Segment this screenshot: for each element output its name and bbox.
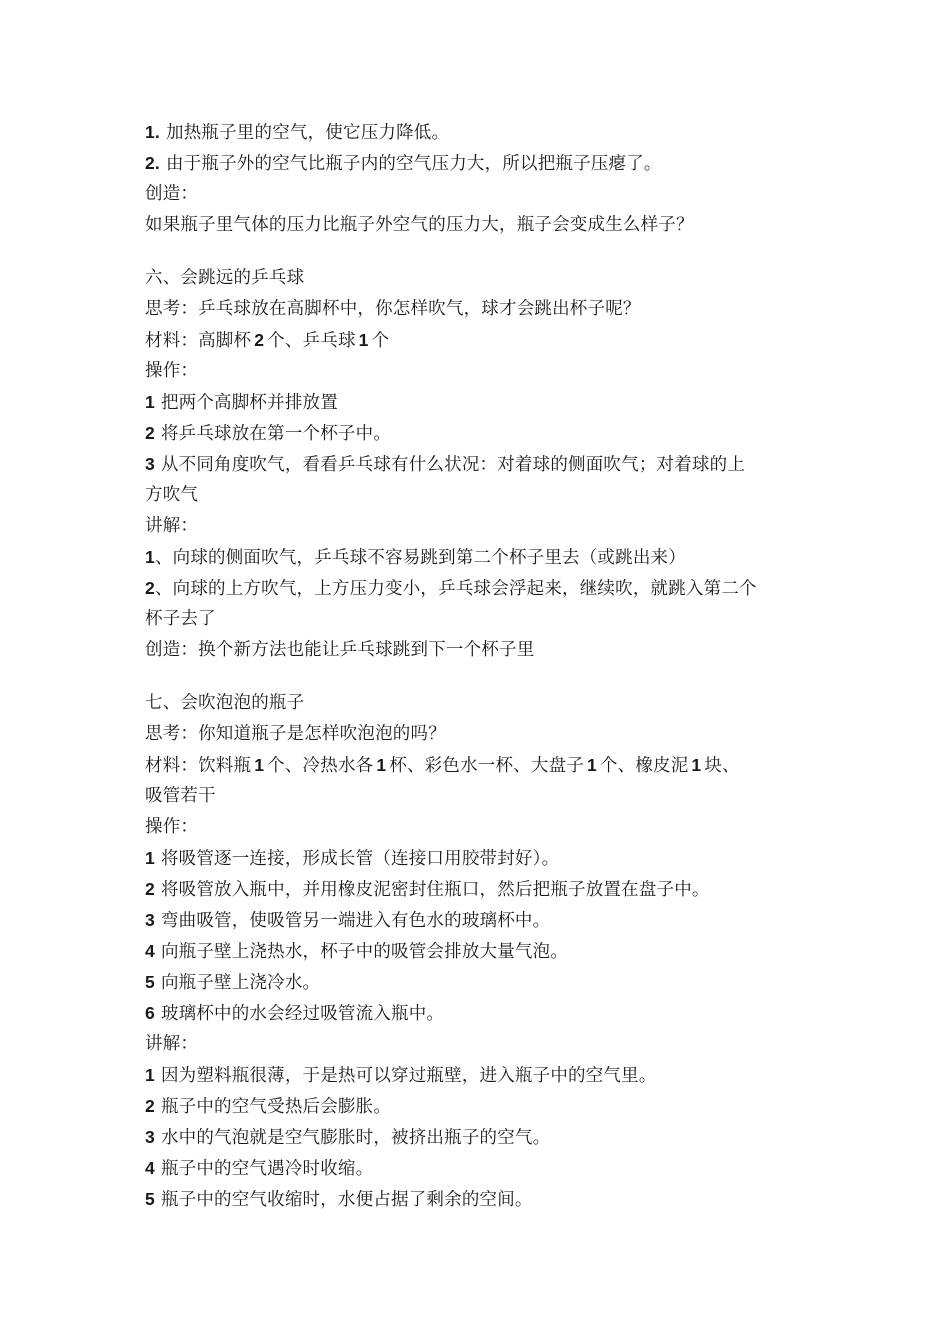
- step-number: 1: [145, 848, 155, 868]
- section-6-op-3: [145, 449, 825, 480]
- materials-text: 个、乒乓球: [267, 331, 356, 351]
- section-6-think: 思考：乒乓球放在高脚杯中，你怎样吹气，球才会跳出杯子呢？: [145, 299, 641, 319]
- section-7-think: 思考：你知道瓶子是怎样吹泡泡的吗？: [145, 724, 446, 744]
- materials-text: 材料：高脚杯: [145, 331, 252, 351]
- step-text: 向瓶子壁上浇热水，杯子中的吸管会排放大量气泡。: [160, 942, 569, 962]
- intro-create-text: 如果瓶子里气体的压力比瓶子外空气的压力大，瓶子会变成生么样子？: [145, 215, 694, 235]
- section-7-materials-cont: 吸管若干: [145, 786, 216, 806]
- step-text: 弯曲吸管，使吸管另一端进入有色水的玻璃杯中。: [160, 911, 551, 931]
- step-text: 瓶子中的空气受热后会膨胀。: [160, 1097, 392, 1117]
- materials-text: 块、: [704, 756, 740, 776]
- intro-step-1: [145, 117, 825, 148]
- step-text: 将吸管逐一连接，形成长管（连接口用胶带封好）。: [160, 849, 560, 869]
- materials-text: 个、橡皮泥: [599, 756, 689, 776]
- step-number: 2: [145, 578, 155, 598]
- step-number: 2: [145, 1096, 155, 1116]
- step-text: 由于瓶子外的空气比瓶子内的空气压力大，所以把瓶子压瘪了。: [166, 154, 662, 174]
- step-number: 3: [145, 1127, 155, 1147]
- section-7-op-2: [145, 874, 825, 905]
- step-text: 、向球的侧面吹气，乒乓球不容易跳到第二个杯子里去（或跳出来）: [154, 548, 686, 568]
- section-7-explain-1: [145, 1060, 825, 1091]
- step-text: 因为塑料瓶很薄，于是热可以穿过瓶壁，进入瓶子中的空气里。: [160, 1066, 657, 1086]
- section-7-materials: [145, 750, 825, 781]
- section-6-ops-label: 操作：: [145, 361, 199, 381]
- section-7-explain-5: [145, 1184, 825, 1215]
- section-6-explain-2: [145, 573, 825, 604]
- materials-number: 1: [254, 755, 265, 775]
- step-text: 向瓶子壁上浇冷水。: [160, 973, 321, 993]
- step-number: 2.: [145, 153, 160, 173]
- step-text: 将吸管放入瓶中，并用橡皮泥密封住瓶口，然后把瓶子放置在盘子中。: [160, 880, 710, 900]
- step-text: 将乒乓球放在第一个杯子中。: [160, 424, 392, 444]
- materials-number: 1: [358, 330, 369, 350]
- section-7-op-6: [145, 998, 825, 1029]
- section-6-title: 六、会跳远的乒乓球: [145, 268, 305, 288]
- materials-text: 个: [371, 331, 390, 351]
- section-6-op-1: [145, 387, 825, 418]
- section-7-op-1: [145, 843, 825, 874]
- step-number: 1: [145, 547, 155, 567]
- step-number: 2: [145, 423, 155, 443]
- step-number: 3: [145, 910, 155, 930]
- section-7-op-5: [145, 967, 825, 998]
- materials-text: 个、冷热水各: [267, 756, 374, 776]
- step-number: 1: [145, 1065, 155, 1085]
- section-7-op-4: [145, 936, 825, 967]
- materials-number: 2: [254, 330, 265, 350]
- step-text: 从不同角度吹气，看看乒乓球有什么状况：对着球的侧面吹气；对着球的上: [160, 455, 746, 475]
- section-7-op-3: [145, 905, 825, 936]
- intro-step-2: [145, 148, 825, 179]
- step-number: 2: [145, 879, 155, 899]
- step-number: 5: [145, 972, 155, 992]
- step-number: 3: [145, 454, 155, 474]
- section-6-op-2: [145, 418, 825, 449]
- section-6-explain-2-cont: 杯子去了: [145, 609, 216, 629]
- step-text: 玻璃杯中的水会经过吸管流入瓶中。: [160, 1004, 445, 1024]
- step-text: 瓶子中的空气收缩时，水便占据了剩余的空间。: [160, 1190, 533, 1210]
- section-7-ops-label: 操作：: [145, 817, 199, 837]
- step-number: 6: [145, 1003, 155, 1023]
- materials-text: 材料：饮料瓶: [145, 756, 252, 776]
- step-text: 、向球的上方吹气，上方压力变小，乒乓球会浮起来，继续吹，就跳入第二个: [154, 579, 757, 599]
- materials-text: 杯、彩色水一杯、大盘子: [389, 756, 584, 776]
- section-7-explain-4: [145, 1153, 825, 1184]
- step-text: 瓶子中的空气遇冷时收缩。: [160, 1159, 374, 1179]
- document-page: [145, 117, 825, 1215]
- section-6-materials: [145, 325, 825, 356]
- section-7-explain-3: [145, 1122, 825, 1153]
- materials-number: 1: [376, 755, 387, 775]
- section-6-explain-label: 讲解：: [145, 516, 199, 536]
- intro-create-label: 创造：: [145, 184, 199, 204]
- section-7-explain-label: 讲解：: [145, 1034, 199, 1054]
- step-text: 把两个高脚杯并排放置: [160, 393, 338, 413]
- section-7-title: 七、会吹泡泡的瓶子: [145, 693, 305, 713]
- step-number: 1: [145, 392, 155, 412]
- section-6-op-3-cont: 方吹气: [145, 485, 199, 505]
- section-7-explain-2: [145, 1091, 825, 1122]
- step-number: 4: [145, 1158, 155, 1178]
- step-text: 加热瓶子里的空气，使它压力降低。: [166, 123, 450, 143]
- step-number: 4: [145, 941, 155, 961]
- materials-number: 1: [691, 755, 702, 775]
- step-number: 5: [145, 1189, 155, 1209]
- section-6-explain-1: [145, 542, 825, 573]
- materials-number: 1: [586, 755, 597, 775]
- section-6-create: 创造：换个新方法也能让乒乓球跳到下一个杯子里: [145, 640, 535, 660]
- step-number: 1.: [145, 122, 160, 142]
- step-text: 水中的气泡就是空气膨胀时，被挤出瓶子的空气。: [160, 1128, 551, 1148]
